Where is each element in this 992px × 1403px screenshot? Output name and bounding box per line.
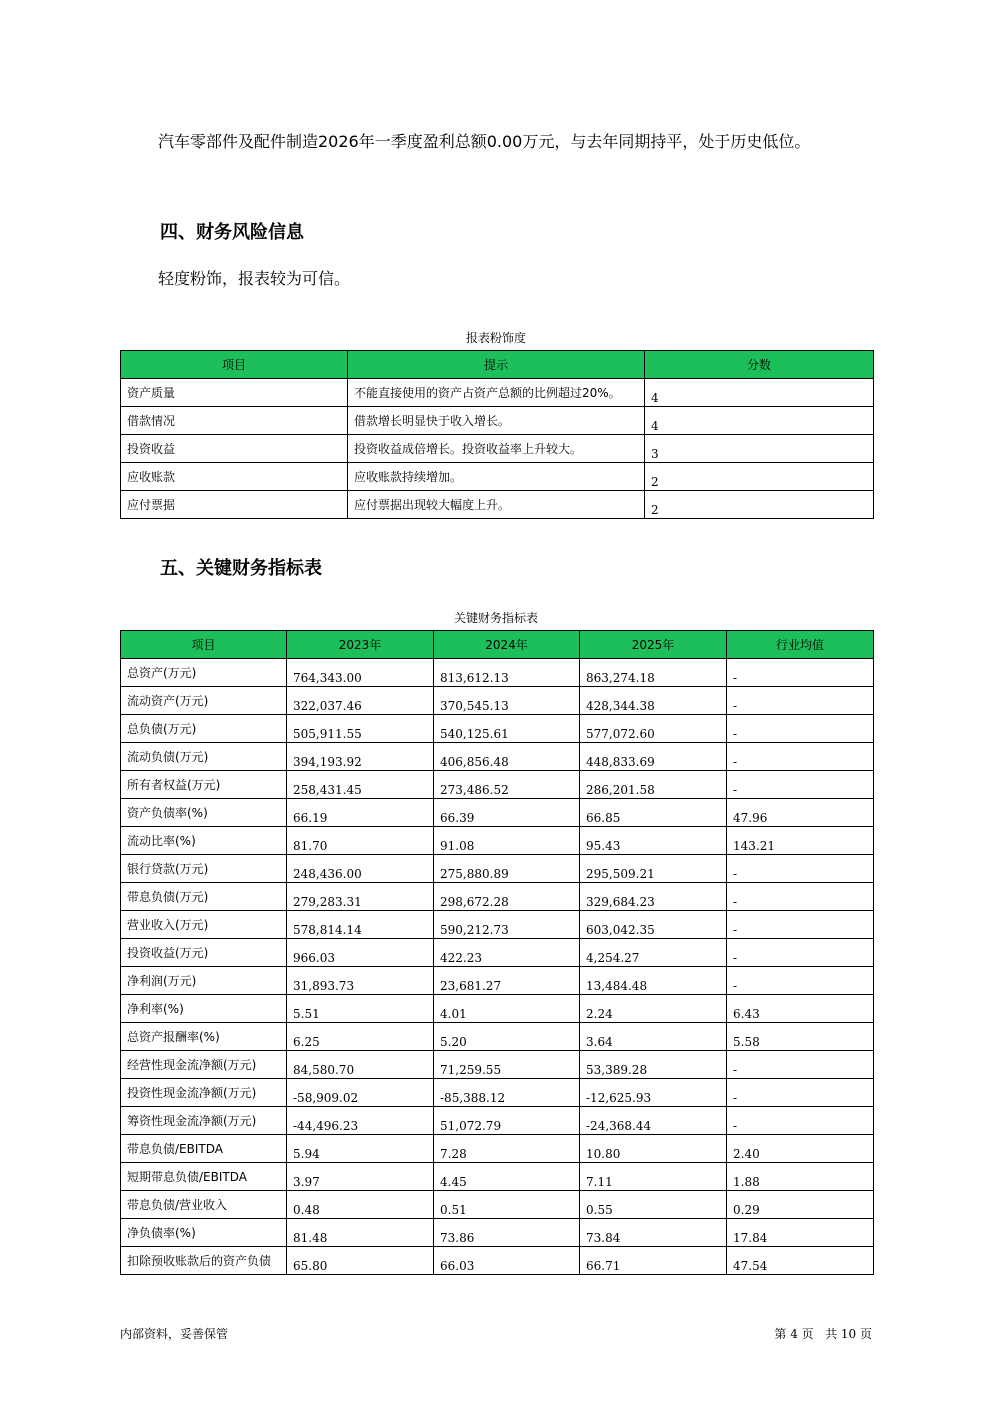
indicator-table-cell: 17.84 bbox=[727, 1219, 874, 1247]
indicator-table-caption: 关键财务指标表 bbox=[453, 611, 538, 625]
indicator-table-cell: 银行贷款(万元) bbox=[121, 855, 287, 883]
indicator-table-cell: 13,484.48 bbox=[580, 967, 727, 995]
indicator-table-cell: 筹资性现金流净额(万元) bbox=[121, 1107, 287, 1135]
indicator-table-cell: 394,193.92 bbox=[287, 743, 434, 771]
indicator-table-cell: 带息负债/营业收入 bbox=[121, 1191, 287, 1219]
indicator-table-cell: 7.11 bbox=[580, 1163, 727, 1191]
indicator-table-cell: 329,684.23 bbox=[580, 883, 727, 911]
risk-table-row bbox=[121, 379, 874, 407]
indicator-table-row bbox=[121, 715, 874, 743]
indicator-table-cell: 73.86 bbox=[434, 1219, 580, 1247]
indicator-table-row bbox=[121, 687, 874, 715]
intro-paragraph: 汽车零部件及配件制造2026年一季度盈利总额0.00万元，与去年同期持平，处于历史低位。 bbox=[158, 132, 811, 151]
indicator-table-cell: 流动资产(万元) bbox=[121, 687, 287, 715]
indicator-table-cell: 603,042.35 bbox=[580, 911, 727, 939]
indicator-table-cell: 590,212.73 bbox=[434, 911, 580, 939]
indicator-table-cell: 3.64 bbox=[580, 1023, 727, 1051]
indicator-table-row bbox=[121, 995, 874, 1023]
indicator-table-cell: 81.48 bbox=[287, 1219, 434, 1247]
indicator-table-cell: -24,368.44 bbox=[580, 1107, 727, 1135]
indicator-table-cell: - bbox=[727, 883, 874, 911]
indicator-table-cell: - bbox=[727, 967, 874, 995]
indicator-table-header-row bbox=[121, 631, 874, 659]
indicator-table-cell: 总资产报酬率(%) bbox=[121, 1023, 287, 1051]
indicator-table-cell: 4,254.27 bbox=[580, 939, 727, 967]
risk-table-cell: 不能直接使用的资产占资产总额的比例超过20%。 bbox=[348, 379, 645, 407]
indicator-header-item: 项目 bbox=[121, 631, 287, 659]
indicator-table-row bbox=[121, 659, 874, 687]
footer-page-number: 第 4 页 共 10 页 bbox=[774, 1327, 872, 1341]
indicator-table-row bbox=[121, 1219, 874, 1247]
indicator-table-row bbox=[121, 1135, 874, 1163]
indicator-table-cell: 813,612.13 bbox=[434, 659, 580, 687]
indicator-table-row bbox=[121, 855, 874, 883]
indicator-table-cell: - bbox=[727, 1051, 874, 1079]
indicator-header-2023: 2023年 bbox=[287, 631, 434, 659]
indicator-table-cell: -44,496.23 bbox=[287, 1107, 434, 1135]
indicator-header-industry-avg: 行业均值 bbox=[727, 631, 874, 659]
indicator-table-row bbox=[121, 939, 874, 967]
indicator-table-cell: - bbox=[727, 939, 874, 967]
indicator-table-cell: - bbox=[727, 1079, 874, 1107]
risk-table-cell: 借款增长明显快于收入增长。 bbox=[348, 407, 645, 435]
risk-table-cell: 应收账款持续增加。 bbox=[348, 463, 645, 491]
indicator-table-row bbox=[121, 1191, 874, 1219]
indicator-table-cell: - bbox=[727, 659, 874, 687]
indicator-table-cell: 295,509.21 bbox=[580, 855, 727, 883]
footer-confidential-note: 内部资料，妥善保管 bbox=[120, 1327, 229, 1341]
indicator-table-cell: 422.23 bbox=[434, 939, 580, 967]
indicator-table-cell: 资产负债率(%) bbox=[121, 799, 287, 827]
indicator-table-cell: 66.39 bbox=[434, 799, 580, 827]
indicator-table-cell: 764,343.00 bbox=[287, 659, 434, 687]
risk-table-cell: 2 bbox=[645, 463, 874, 491]
indicator-table-cell: 143.21 bbox=[727, 827, 874, 855]
indicator-table-row bbox=[121, 1051, 874, 1079]
indicator-table-cell: 81.70 bbox=[287, 827, 434, 855]
indicator-table bbox=[120, 630, 874, 1275]
indicator-table-cell: 营业收入(万元) bbox=[121, 911, 287, 939]
indicator-table-cell: 流动负债(万元) bbox=[121, 743, 287, 771]
indicator-table-cell: 总资产(万元) bbox=[121, 659, 287, 687]
indicator-table-cell: 5.58 bbox=[727, 1023, 874, 1051]
indicator-table-cell: 273,486.52 bbox=[434, 771, 580, 799]
indicator-table-cell: - bbox=[727, 855, 874, 883]
indicator-table-cell: 66.71 bbox=[580, 1247, 727, 1275]
indicator-table-cell: 流动比率(%) bbox=[121, 827, 287, 855]
section4-heading: 四、财务风险信息 bbox=[160, 222, 304, 243]
indicator-table-row bbox=[121, 827, 874, 855]
indicator-table-cell: 23,681.27 bbox=[434, 967, 580, 995]
indicator-table-cell: 448,833.69 bbox=[580, 743, 727, 771]
risk-table-cell: 投资收益成倍增长。投资收益率上升较大。 bbox=[348, 435, 645, 463]
indicator-table-cell: - bbox=[727, 911, 874, 939]
section4-summary: 轻度粉饰，报表较为可信。 bbox=[158, 269, 351, 288]
risk-table-cell: 应付票据 bbox=[121, 491, 348, 519]
indicator-table-cell: 5.51 bbox=[287, 995, 434, 1023]
indicator-table-cell: 7.28 bbox=[434, 1135, 580, 1163]
indicator-table-cell: 95.43 bbox=[580, 827, 727, 855]
indicator-table-cell: 31,893.73 bbox=[287, 967, 434, 995]
risk-table-cell: 3 bbox=[645, 435, 874, 463]
indicator-table-cell: 66.85 bbox=[580, 799, 727, 827]
indicator-table-row bbox=[121, 967, 874, 995]
indicator-table-cell: 0.29 bbox=[727, 1191, 874, 1219]
section5-heading: 五、关键财务指标表 bbox=[160, 558, 322, 579]
indicator-table-cell: 406,856.48 bbox=[434, 743, 580, 771]
indicator-table-row bbox=[121, 1079, 874, 1107]
indicator-table-cell: 370,545.13 bbox=[434, 687, 580, 715]
indicator-table-cell: 863,274.18 bbox=[580, 659, 727, 687]
indicator-table-cell: 966.03 bbox=[287, 939, 434, 967]
risk-table bbox=[120, 350, 874, 519]
indicator-table-row bbox=[121, 743, 874, 771]
indicator-table-cell: 4.01 bbox=[434, 995, 580, 1023]
risk-table-row bbox=[121, 463, 874, 491]
indicator-table-cell: 66.19 bbox=[287, 799, 434, 827]
indicator-table-cell: 66.03 bbox=[434, 1247, 580, 1275]
indicator-table-cell: 净利润(万元) bbox=[121, 967, 287, 995]
risk-table-cell: 应付票据出现较大幅度上升。 bbox=[348, 491, 645, 519]
risk-table-cell: 2 bbox=[645, 491, 874, 519]
indicator-table-cell: 6.43 bbox=[727, 995, 874, 1023]
indicator-table-cell: 4.45 bbox=[434, 1163, 580, 1191]
risk-table-cell: 4 bbox=[645, 407, 874, 435]
risk-table-header-row bbox=[121, 351, 874, 379]
indicator-table-cell: 540,125.61 bbox=[434, 715, 580, 743]
risk-table-cell: 4 bbox=[645, 379, 874, 407]
indicator-table-cell: 净负债率(%) bbox=[121, 1219, 287, 1247]
indicator-table-cell: 2.40 bbox=[727, 1135, 874, 1163]
indicator-table-cell: -58,909.02 bbox=[287, 1079, 434, 1107]
risk-table-cell: 资产质量 bbox=[121, 379, 348, 407]
indicator-header-2024: 2024年 bbox=[434, 631, 580, 659]
indicator-table-cell: 带息负债(万元) bbox=[121, 883, 287, 911]
risk-table-cell: 借款情况 bbox=[121, 407, 348, 435]
indicator-table-cell: 47.96 bbox=[727, 799, 874, 827]
indicator-table-cell: 经营性现金流净额(万元) bbox=[121, 1051, 287, 1079]
indicator-header-2025: 2025年 bbox=[580, 631, 727, 659]
risk-header-item: 项目 bbox=[121, 351, 348, 379]
indicator-table-cell: 5.20 bbox=[434, 1023, 580, 1051]
risk-table-row bbox=[121, 407, 874, 435]
indicator-table-cell: 71,259.55 bbox=[434, 1051, 580, 1079]
indicator-table-cell: 3.97 bbox=[287, 1163, 434, 1191]
risk-table-cell: 投资收益 bbox=[121, 435, 348, 463]
indicator-table-cell: 322,037.46 bbox=[287, 687, 434, 715]
indicator-table-row bbox=[121, 883, 874, 911]
indicator-table-row bbox=[121, 771, 874, 799]
indicator-table-cell: 47.54 bbox=[727, 1247, 874, 1275]
indicator-table-cell: 10.80 bbox=[580, 1135, 727, 1163]
indicator-table-cell: - bbox=[727, 715, 874, 743]
indicator-table-cell: 73.84 bbox=[580, 1219, 727, 1247]
indicator-table-cell: 428,344.38 bbox=[580, 687, 727, 715]
indicator-table-cell: 0.51 bbox=[434, 1191, 580, 1219]
indicator-table-cell: 577,072.60 bbox=[580, 715, 727, 743]
indicator-table-row bbox=[121, 799, 874, 827]
indicator-table-cell: 6.25 bbox=[287, 1023, 434, 1051]
indicator-table-cell: 扣除预收账款后的资产负债 bbox=[121, 1247, 287, 1275]
indicator-table-cell: 1.88 bbox=[727, 1163, 874, 1191]
risk-header-score: 分数 bbox=[645, 351, 874, 379]
indicator-table-cell: 505,911.55 bbox=[287, 715, 434, 743]
indicator-table-cell: -85,388.12 bbox=[434, 1079, 580, 1107]
risk-table-row bbox=[121, 491, 874, 519]
indicator-table-cell: 投资性现金流净额(万元) bbox=[121, 1079, 287, 1107]
indicator-table-cell: - bbox=[727, 687, 874, 715]
indicator-table-row bbox=[121, 1023, 874, 1051]
indicator-table-cell: 286,201.58 bbox=[580, 771, 727, 799]
indicator-table-cell: 净利率(%) bbox=[121, 995, 287, 1023]
risk-table-row bbox=[121, 435, 874, 463]
indicator-table-cell: 578,814.14 bbox=[287, 911, 434, 939]
indicator-table-cell: 2.24 bbox=[580, 995, 727, 1023]
indicator-table-cell: 53,389.28 bbox=[580, 1051, 727, 1079]
indicator-table-cell: 84,580.70 bbox=[287, 1051, 434, 1079]
indicator-table-cell: - bbox=[727, 1107, 874, 1135]
indicator-table-cell: 248,436.00 bbox=[287, 855, 434, 883]
indicator-table-cell: 275,880.89 bbox=[434, 855, 580, 883]
indicator-table-cell: 51,072.79 bbox=[434, 1107, 580, 1135]
indicator-table-cell: 总负债(万元) bbox=[121, 715, 287, 743]
indicator-table-row bbox=[121, 911, 874, 939]
indicator-table-row bbox=[121, 1163, 874, 1191]
indicator-table-cell: 短期带息负债/EBITDA bbox=[121, 1163, 287, 1191]
indicator-table-cell: 298,672.28 bbox=[434, 883, 580, 911]
indicator-table-cell: 所有者权益(万元) bbox=[121, 771, 287, 799]
risk-table-caption: 报表粉饰度 bbox=[465, 331, 526, 345]
indicator-table-cell: 带息负债/EBITDA bbox=[121, 1135, 287, 1163]
indicator-table-cell: - bbox=[727, 743, 874, 771]
indicator-table-cell: 65.80 bbox=[287, 1247, 434, 1275]
indicator-table-cell: 258,431.45 bbox=[287, 771, 434, 799]
indicator-table-cell: 投资收益(万元) bbox=[121, 939, 287, 967]
indicator-table-cell: 279,283.31 bbox=[287, 883, 434, 911]
indicator-table-row bbox=[121, 1247, 874, 1275]
indicator-table-cell: 0.55 bbox=[580, 1191, 727, 1219]
indicator-table-cell: -12,625.93 bbox=[580, 1079, 727, 1107]
indicator-table-cell: 5.94 bbox=[287, 1135, 434, 1163]
indicator-table-cell: 91.08 bbox=[434, 827, 580, 855]
risk-header-hint: 提示 bbox=[348, 351, 645, 379]
indicator-table-cell: 0.48 bbox=[287, 1191, 434, 1219]
risk-table-cell: 应收账款 bbox=[121, 463, 348, 491]
indicator-table-row bbox=[121, 1107, 874, 1135]
indicator-table-cell: - bbox=[727, 771, 874, 799]
